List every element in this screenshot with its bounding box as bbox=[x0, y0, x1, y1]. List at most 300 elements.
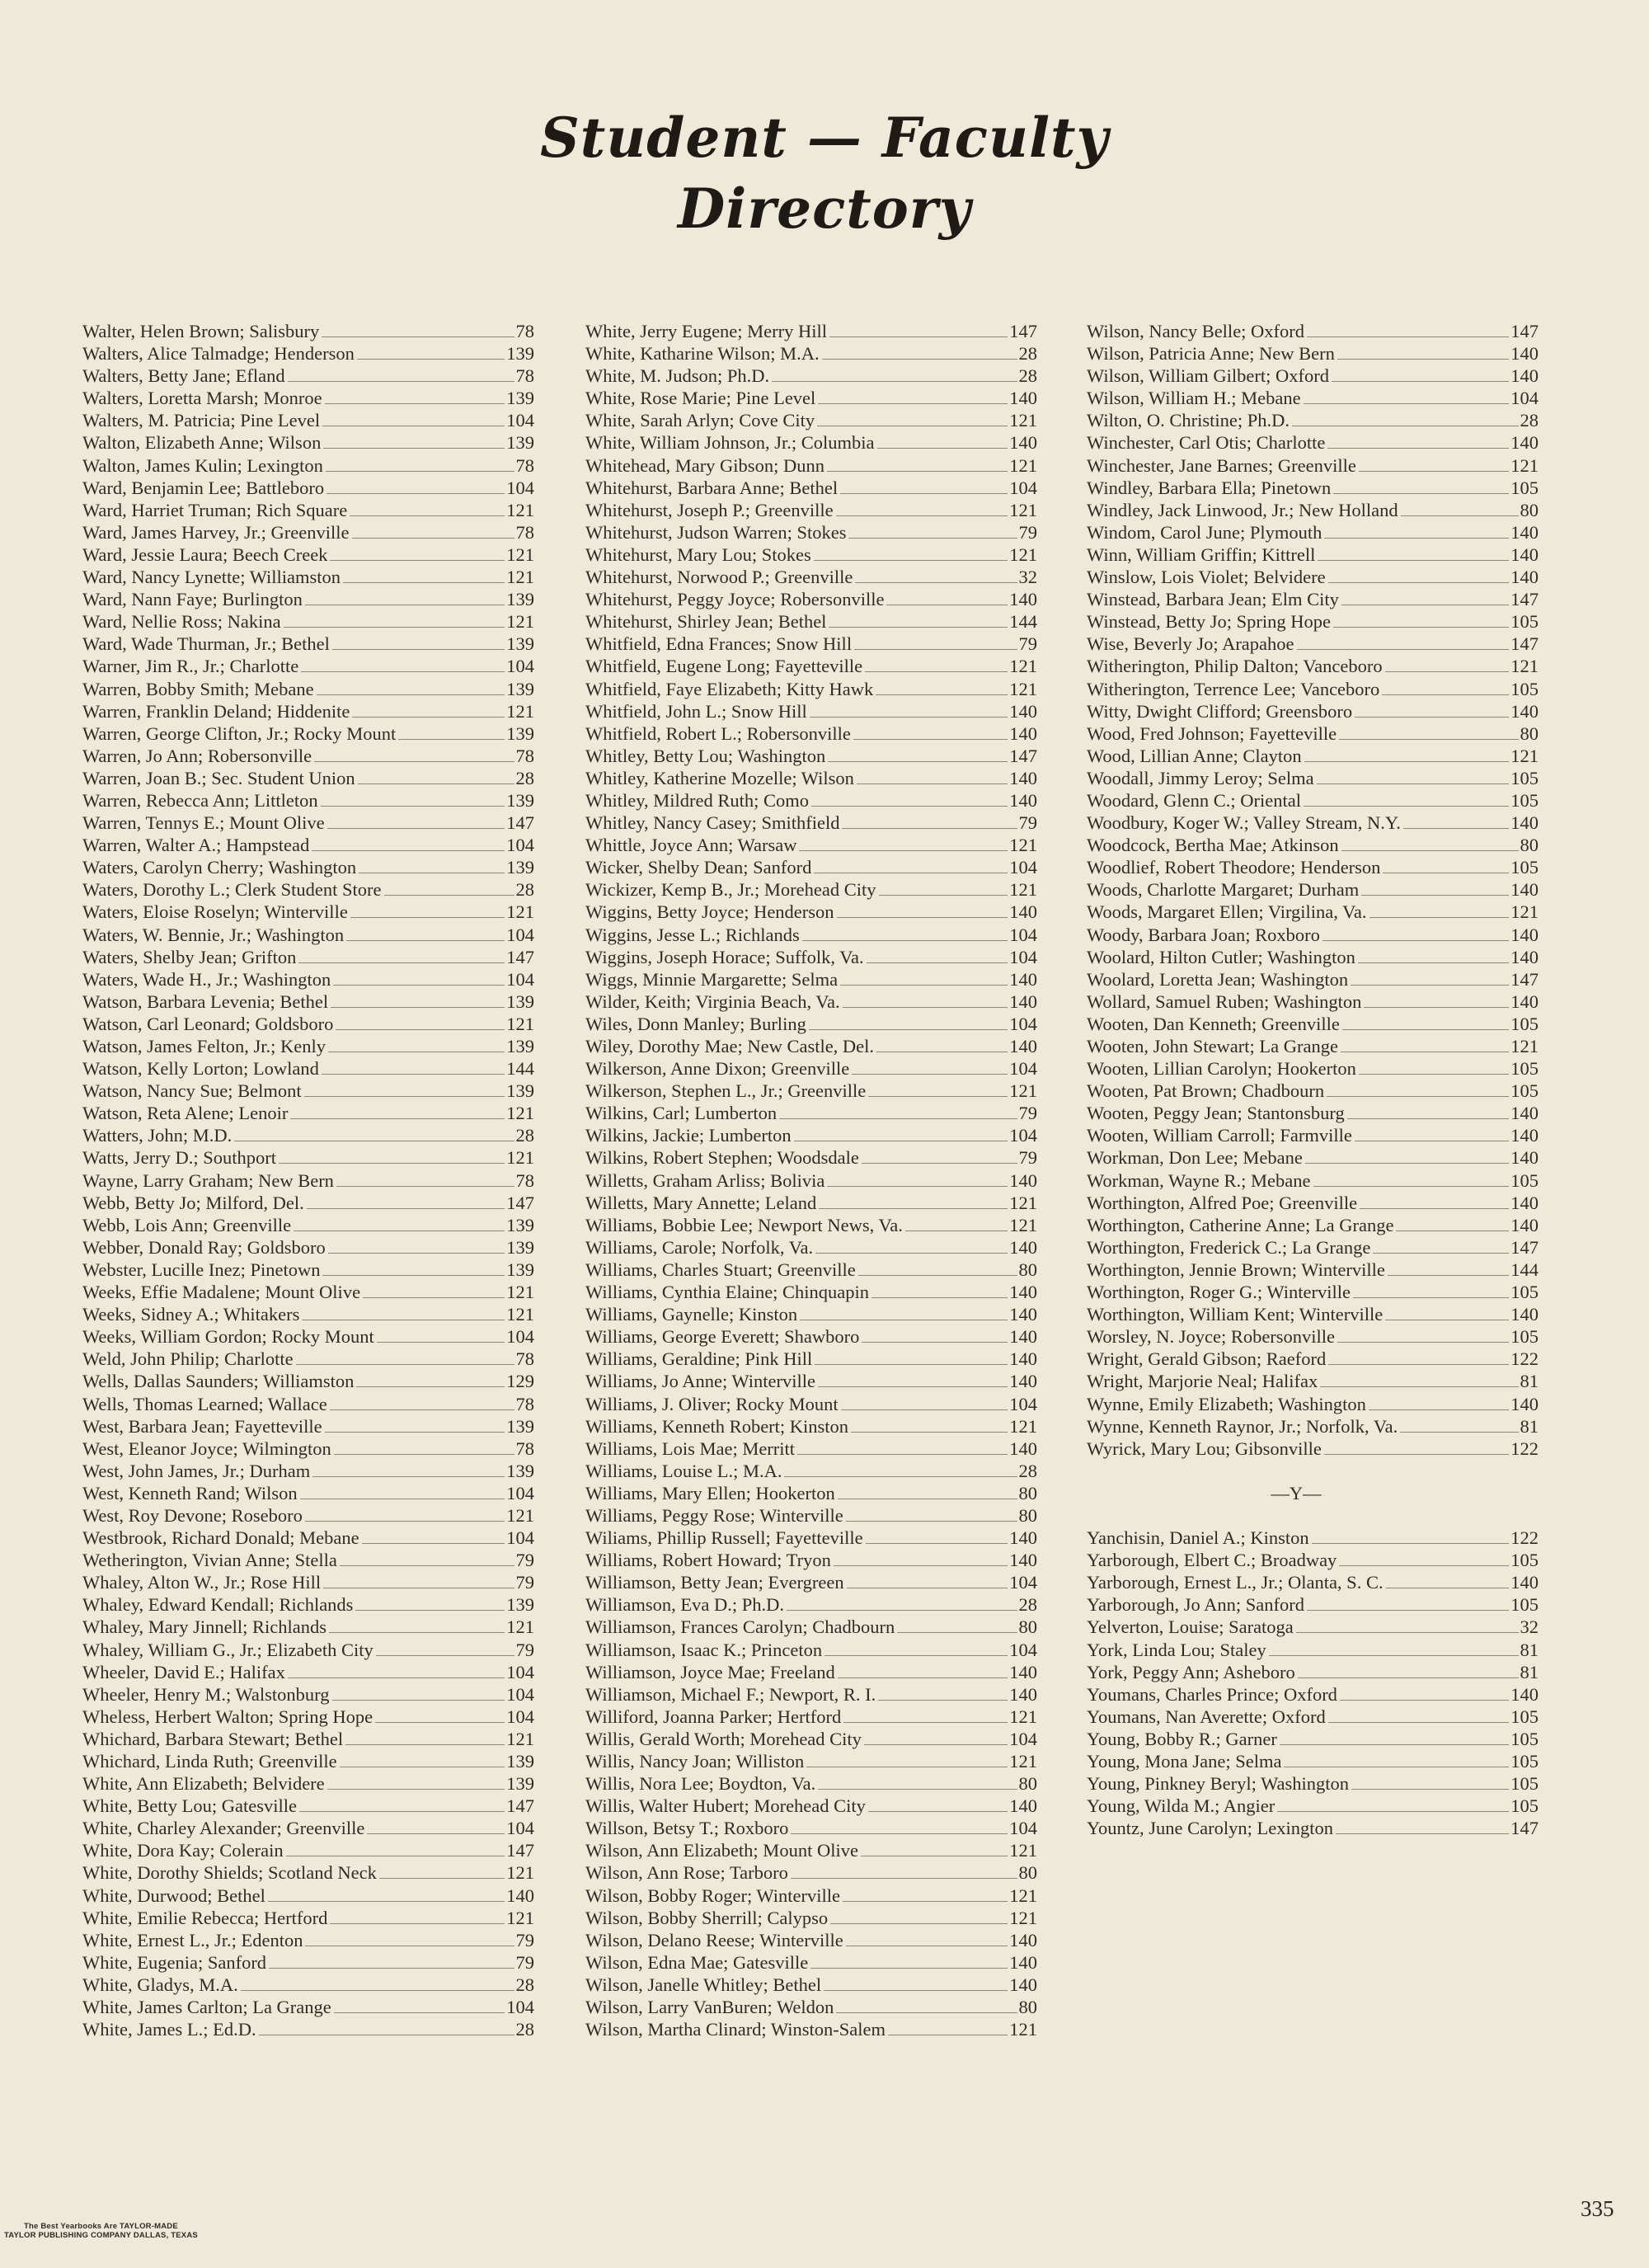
entry-name: Wayne, Larry Graham; New Bern bbox=[82, 1169, 334, 1191]
entry-page-number: 147 bbox=[1009, 321, 1037, 341]
entry-name: Whitley, Mildred Ruth; Como bbox=[585, 789, 810, 811]
entry-name: Whitehurst, Judson Warren; Stokes bbox=[585, 521, 847, 543]
directory-entry bbox=[1087, 588, 1539, 610]
entry-name: Wilson, Janelle Whitley; Bethel bbox=[585, 1974, 822, 1995]
entry-name: Wiggins, Betty Joyce; Henderson bbox=[585, 901, 834, 923]
entry-page-number: 78 bbox=[515, 745, 534, 766]
dot-leader bbox=[288, 381, 514, 382]
directory-entry bbox=[1087, 1639, 1539, 1661]
entry-page-number: 139 bbox=[506, 1236, 534, 1258]
dot-leader bbox=[858, 1275, 1017, 1276]
directory-entry bbox=[1087, 834, 1539, 856]
directory-entry bbox=[82, 678, 534, 700]
dot-leader bbox=[868, 1096, 1008, 1097]
entry-name: Watts, Jerry D.; Southport bbox=[82, 1147, 277, 1169]
entry-page-number: 140 bbox=[1009, 1795, 1037, 1817]
dot-leader bbox=[1327, 1096, 1509, 1097]
entry-page-number: 121 bbox=[1009, 656, 1037, 677]
entry-name: Wood, Lillian Anne; Clayton bbox=[1087, 745, 1302, 766]
entry-page-number: 79 bbox=[515, 1951, 534, 1973]
entry-name: White, Sarah Arlyn; Cove City bbox=[585, 410, 815, 431]
dot-leader bbox=[1328, 1722, 1509, 1723]
directory-entry bbox=[82, 499, 534, 521]
entry-name: Wilkerson, Stephen L., Jr.; Greenville bbox=[585, 1080, 867, 1102]
entry-page-number: 104 bbox=[506, 410, 534, 431]
directory-entry bbox=[585, 789, 1037, 812]
dot-leader bbox=[284, 627, 505, 628]
directory-entry bbox=[1087, 946, 1539, 968]
dot-leader bbox=[334, 1454, 514, 1455]
entry-name: Williams, George Everett; Shawboro bbox=[585, 1326, 860, 1348]
entry-name: Young, Bobby R.; Garner bbox=[1087, 1728, 1277, 1749]
entry-page-number: 121 bbox=[1009, 879, 1037, 901]
directory-entry bbox=[585, 1974, 1037, 1996]
entry-name: Walters, Betty Jane; Efland bbox=[82, 365, 285, 387]
directory-entry bbox=[585, 1080, 1037, 1102]
entry-page-number: 147 bbox=[1510, 1236, 1539, 1258]
directory-entry bbox=[82, 431, 534, 454]
dot-leader bbox=[879, 895, 1008, 896]
directory-entry bbox=[585, 700, 1037, 722]
dot-leader bbox=[815, 1364, 1008, 1365]
dot-leader bbox=[1353, 1297, 1509, 1298]
entry-name: Walters, Alice Talmadge; Henderson bbox=[82, 343, 355, 365]
directory-entry bbox=[1087, 655, 1539, 677]
entry-name: Waters, Carolyn Cherry; Washington bbox=[82, 857, 357, 878]
entry-page-number: 121 bbox=[1510, 901, 1539, 923]
entry-name: Wright, Marjorie Neal; Halifax bbox=[1087, 1371, 1318, 1392]
entry-name: Winchester, Jane Barnes; Greenville bbox=[1087, 454, 1356, 476]
entry-name: Weeks, Effie Madalene; Mount Olive bbox=[82, 1282, 361, 1303]
dot-leader bbox=[1304, 806, 1509, 807]
entry-page-number: 105 bbox=[1510, 1282, 1539, 1303]
directory-entry bbox=[585, 1616, 1037, 1638]
directory-entry bbox=[82, 320, 534, 342]
directory-entry bbox=[82, 387, 534, 409]
dot-leader bbox=[350, 515, 505, 516]
directory-entry bbox=[82, 521, 534, 543]
dot-leader bbox=[897, 1632, 1017, 1633]
entry-name: Watson, Barbara Levenia; Bethel bbox=[82, 990, 329, 1012]
dot-leader bbox=[1328, 582, 1510, 583]
entry-name: Waters, Shelby Jean; Grifton bbox=[82, 946, 297, 967]
entry-name: Warren, Bobby Smith; Mebane bbox=[82, 678, 314, 699]
directory-entry bbox=[82, 543, 534, 566]
directory-entry bbox=[585, 1861, 1037, 1884]
directory-entry bbox=[585, 1460, 1037, 1482]
entry-page-number: 105 bbox=[1510, 1058, 1539, 1080]
entry-name: Wells, Thomas Learned; Wallace bbox=[82, 1393, 327, 1414]
directory-entry bbox=[585, 1839, 1037, 1861]
directory-entry bbox=[82, 1259, 534, 1281]
dot-leader bbox=[877, 448, 1008, 449]
directory-entry bbox=[1087, 365, 1539, 387]
directory-entry bbox=[82, 1370, 534, 1392]
directory-entry bbox=[82, 1393, 534, 1415]
dot-leader bbox=[1307, 336, 1509, 337]
dot-leader bbox=[829, 336, 1008, 337]
directory-entry bbox=[1087, 1706, 1539, 1728]
entry-name: Woods, Charlotte Margaret; Durham bbox=[1087, 879, 1360, 901]
entry-name: Wheeler, Henry M.; Walstonburg bbox=[82, 1683, 330, 1705]
directory-entry bbox=[585, 1214, 1037, 1236]
entry-page-number: 140 bbox=[1009, 432, 1037, 454]
dot-leader bbox=[322, 1275, 505, 1276]
directory-entry bbox=[82, 1281, 534, 1303]
entry-page-number: 104 bbox=[506, 1482, 534, 1503]
dot-leader bbox=[1298, 1677, 1519, 1678]
footer-line-2: TAYLOR PUBLISHING COMPANY DALLAS, TEXAS bbox=[4, 2231, 198, 2240]
directory-entry bbox=[82, 767, 534, 789]
directory-entry bbox=[1087, 1527, 1539, 1549]
entry-page-number: 80 bbox=[1018, 1504, 1037, 1526]
dot-leader bbox=[862, 1163, 1017, 1164]
entry-page-number: 140 bbox=[1009, 1437, 1037, 1459]
entry-name: White, Betty Lou; Gatesville bbox=[82, 1795, 297, 1817]
entry-page-number: 79 bbox=[1018, 633, 1037, 655]
entry-name: Williamson, Eva D.; Ph.D. bbox=[585, 1594, 784, 1616]
entry-page-number: 140 bbox=[1510, 1192, 1539, 1213]
entry-page-number: 121 bbox=[1510, 1036, 1539, 1056]
directory-entry bbox=[1087, 1661, 1539, 1683]
entry-page-number: 121 bbox=[506, 700, 534, 722]
entry-page-number: 104 bbox=[506, 656, 534, 677]
entry-page-number: 80 bbox=[1018, 1773, 1037, 1795]
directory-entry bbox=[1087, 320, 1539, 342]
dot-leader bbox=[810, 717, 1008, 718]
entry-name: Yarborough, Jo Ann; Sanford bbox=[1087, 1594, 1304, 1616]
directory-entry bbox=[1087, 1415, 1539, 1437]
entry-page-number: 105 bbox=[1510, 477, 1539, 498]
directory-entry bbox=[82, 1951, 534, 1974]
dot-leader bbox=[784, 1476, 1017, 1477]
dot-leader bbox=[241, 1990, 514, 1991]
dot-leader bbox=[279, 1163, 505, 1164]
directory-entry bbox=[1087, 1303, 1539, 1325]
entry-page-number: 122 bbox=[1510, 1437, 1539, 1459]
dot-leader bbox=[1312, 1543, 1510, 1544]
directory-entry bbox=[585, 924, 1037, 946]
entry-page-number: 140 bbox=[1009, 1236, 1037, 1258]
directory-entry bbox=[82, 1124, 534, 1146]
directory-entry bbox=[1087, 968, 1539, 990]
directory-entry bbox=[82, 1795, 534, 1817]
entry-page-number: 140 bbox=[1009, 388, 1037, 409]
entry-page-number: 78 bbox=[515, 1437, 534, 1459]
entry-name: Warner, Jim R., Jr.; Charlotte bbox=[82, 656, 299, 677]
entry-name: West, John James, Jr.; Durham bbox=[82, 1460, 311, 1481]
entry-page-number: 105 bbox=[1510, 1594, 1539, 1616]
directory-entry bbox=[82, 722, 534, 745]
entry-page-number: 147 bbox=[1510, 1818, 1539, 1839]
entry-page-number: 140 bbox=[1009, 1326, 1037, 1348]
entry-name: Walters, M. Patricia; Pine Level bbox=[82, 410, 321, 431]
dot-leader bbox=[1382, 694, 1509, 695]
entry-page-number: 140 bbox=[1009, 990, 1037, 1012]
entry-name: York, Peggy Ann; Asheboro bbox=[1087, 1661, 1295, 1682]
directory-entry bbox=[82, 409, 534, 431]
entry-page-number: 121 bbox=[1009, 1192, 1037, 1213]
entry-page-number: 139 bbox=[506, 990, 534, 1012]
directory-entry bbox=[585, 1482, 1037, 1504]
entry-page-number: 104 bbox=[1009, 1639, 1037, 1660]
entry-name: Warren, Franklin Deland; Hiddenite bbox=[82, 700, 350, 722]
entry-page-number: 140 bbox=[1510, 1147, 1539, 1169]
entry-page-number: 28 bbox=[515, 879, 534, 901]
entry-name: Yanchisin, Daniel A.; Kinston bbox=[1087, 1527, 1309, 1549]
entry-name: Warren, Joan B.; Sec. Student Union bbox=[82, 767, 355, 788]
entry-name: Witherington, Terrence Lee; Vanceboro bbox=[1087, 678, 1380, 699]
directory-entry bbox=[585, 1281, 1037, 1303]
entry-page-number: 147 bbox=[506, 1192, 534, 1213]
directory-entry bbox=[82, 1035, 534, 1057]
dot-leader bbox=[330, 560, 505, 561]
dot-leader bbox=[1305, 1163, 1509, 1164]
entry-page-number: 139 bbox=[506, 1460, 534, 1481]
dot-leader bbox=[312, 850, 505, 851]
dot-leader bbox=[1359, 471, 1509, 472]
entry-page-number: 140 bbox=[1009, 1951, 1037, 1973]
dot-leader bbox=[345, 1744, 505, 1745]
directory-entry bbox=[1087, 1169, 1539, 1192]
entry-name: White, Dora Kay; Colerain bbox=[82, 1840, 284, 1861]
entry-name: Wiliams, Phillip Russell; Fayetteville bbox=[585, 1527, 863, 1549]
directory-entry bbox=[585, 1192, 1037, 1214]
dot-leader bbox=[1364, 1007, 1509, 1008]
entry-name: Williams, Charles Stuart; Greenville bbox=[585, 1259, 856, 1280]
entry-name: Williams, J. Oliver; Rocky Mount bbox=[585, 1393, 839, 1414]
dot-leader bbox=[333, 985, 505, 986]
entry-name: Whitfield, Robert L.; Robersonville bbox=[585, 722, 851, 744]
directory-entry bbox=[82, 1772, 534, 1795]
dot-leader bbox=[340, 1565, 514, 1566]
entry-name: Wicker, Shelby Dean; Sanford bbox=[585, 857, 812, 878]
dot-leader bbox=[379, 1878, 505, 1879]
directory-entry bbox=[1087, 924, 1539, 946]
entry-page-number: 121 bbox=[506, 901, 534, 923]
directory-entry bbox=[585, 521, 1037, 543]
directory-entry bbox=[585, 342, 1037, 365]
entry-name: Worthington, Roger G.; Winterville bbox=[1087, 1282, 1351, 1303]
entry-name: White, M. Judson; Ph.D. bbox=[585, 365, 770, 387]
directory-entry bbox=[1087, 1616, 1539, 1638]
dot-leader bbox=[851, 1432, 1008, 1433]
entry-page-number: 140 bbox=[1009, 1683, 1037, 1705]
entry-page-number: 121 bbox=[506, 1013, 534, 1034]
directory-entry bbox=[1087, 789, 1539, 812]
directory-entry bbox=[82, 1571, 534, 1593]
entry-name: Willis, Nora Lee; Boydton, Va. bbox=[585, 1773, 816, 1795]
directory-entry bbox=[1087, 454, 1539, 477]
dot-leader bbox=[288, 1677, 505, 1678]
dot-leader bbox=[843, 1007, 1008, 1008]
entry-page-number: 140 bbox=[1009, 1282, 1037, 1303]
directory-entry bbox=[82, 789, 534, 812]
dot-leader bbox=[1318, 560, 1509, 561]
entry-name: White, Ernest L., Jr.; Edenton bbox=[82, 1929, 303, 1950]
entry-page-number: 105 bbox=[1510, 767, 1539, 788]
entry-page-number: 80 bbox=[1520, 722, 1539, 744]
entry-name: Williams, Robert Howard; Tryon bbox=[585, 1550, 831, 1571]
entry-page-number: 140 bbox=[1009, 1527, 1037, 1549]
entry-page-number: 104 bbox=[506, 1683, 534, 1705]
dot-leader bbox=[818, 1386, 1008, 1387]
directory-entry bbox=[585, 767, 1037, 789]
dot-leader bbox=[802, 940, 1008, 941]
dot-leader bbox=[852, 1074, 1008, 1075]
entry-page-number: 105 bbox=[1510, 1080, 1539, 1102]
entry-page-number: 81 bbox=[1520, 1371, 1539, 1392]
entry-page-number: 139 bbox=[506, 633, 534, 655]
entry-name: Willis, Walter Hubert; Morehead City bbox=[585, 1795, 866, 1817]
dot-leader bbox=[876, 694, 1008, 695]
entry-name: Whitehurst, Mary Lou; Stokes bbox=[585, 543, 811, 565]
dot-leader bbox=[843, 1901, 1008, 1902]
directory-entry bbox=[585, 1817, 1037, 1839]
entry-name: Whitley, Nancy Casey; Smithfield bbox=[585, 812, 840, 834]
directory-entry bbox=[82, 1661, 534, 1683]
directory-entry bbox=[1087, 990, 1539, 1013]
entry-name: Wilson, Bobby Sherrill; Calypso bbox=[585, 1907, 829, 1928]
dot-leader bbox=[828, 761, 1008, 762]
entry-name: Wooten, William Carroll; Farmville bbox=[1087, 1125, 1352, 1146]
entry-page-number: 78 bbox=[515, 1348, 534, 1370]
entry-name: Westbrook, Richard Donald; Mebane bbox=[82, 1527, 359, 1549]
directory-entry bbox=[82, 745, 534, 767]
dot-leader bbox=[346, 940, 505, 941]
directory-entry bbox=[82, 1504, 534, 1527]
directory-entry bbox=[82, 1102, 534, 1124]
entry-page-number: 81 bbox=[1520, 1661, 1539, 1682]
entry-name: Willson, Betsy T.; Roxboro bbox=[585, 1818, 789, 1839]
dot-leader bbox=[814, 560, 1008, 561]
page-number: 335 bbox=[1581, 2196, 1614, 2221]
directory-entry bbox=[585, 320, 1037, 342]
entry-page-number: 139 bbox=[506, 1214, 534, 1235]
dot-leader bbox=[1351, 1789, 1509, 1790]
entry-name: Wyrick, Mary Lou; Gibsonville bbox=[1087, 1437, 1322, 1459]
entry-name: Wilkins, Jackie; Lumberton bbox=[585, 1125, 792, 1146]
directory-entry bbox=[1087, 543, 1539, 566]
dot-leader bbox=[799, 850, 1008, 851]
dot-leader bbox=[1347, 1118, 1510, 1119]
entry-name: Wilson, William H.; Mebane bbox=[1087, 388, 1301, 409]
dot-leader bbox=[1277, 1811, 1509, 1812]
directory-entry bbox=[1087, 1281, 1539, 1303]
entry-name: Williams, Lois Mae; Merritt bbox=[585, 1437, 796, 1459]
directory-entry bbox=[1087, 409, 1539, 431]
entry-name: Wilson, Ann Rose; Tarboro bbox=[585, 1862, 788, 1884]
directory-entry bbox=[82, 1080, 534, 1102]
entry-page-number: 79 bbox=[515, 1929, 534, 1950]
entry-name: Windom, Carol June; Plymouth bbox=[1087, 521, 1322, 543]
entry-name: Williams, Cynthia Elaine; Chinquapin bbox=[585, 1282, 870, 1303]
directory-entry bbox=[585, 409, 1037, 431]
entry-name: Ward, Nann Faye; Burlington bbox=[82, 589, 303, 610]
directory-entry bbox=[585, 633, 1037, 655]
directory-column-3 bbox=[1087, 320, 1539, 1839]
entry-page-number: 121 bbox=[1510, 454, 1539, 476]
entry-page-number: 32 bbox=[1018, 567, 1037, 588]
entry-name: White, Durwood; Bethel bbox=[82, 1885, 265, 1906]
entry-page-number: 121 bbox=[506, 1862, 534, 1884]
dot-leader bbox=[818, 1789, 1017, 1790]
entry-name: Wilson, Martha Clinard; Winston-Salem bbox=[585, 2019, 886, 2040]
entry-page-number: 121 bbox=[506, 1504, 534, 1526]
directory-entry bbox=[1087, 1571, 1539, 1593]
dot-leader bbox=[327, 493, 505, 494]
entry-page-number: 28 bbox=[1018, 365, 1037, 387]
entry-name: Ward, Harriet Truman; Rich Square bbox=[82, 499, 348, 520]
entry-page-number: 139 bbox=[506, 589, 534, 610]
directory-entry bbox=[585, 1885, 1037, 1907]
directory-entry bbox=[585, 387, 1037, 409]
dot-leader bbox=[317, 694, 505, 695]
entry-page-number: 140 bbox=[1009, 1661, 1037, 1682]
entry-page-number: 78 bbox=[515, 321, 534, 341]
entry-name: Wood, Fred Johnson; Fayetteville bbox=[1087, 722, 1337, 744]
entry-page-number: 122 bbox=[1510, 1348, 1539, 1370]
directory-entry bbox=[1087, 1236, 1539, 1259]
entry-name: Wilkerson, Anne Dixon; Greenville bbox=[585, 1058, 850, 1080]
entry-page-number: 140 bbox=[1510, 946, 1539, 967]
entry-page-number: 140 bbox=[1009, 1974, 1037, 1995]
entry-name: Wilkins, Carl; Lumberton bbox=[585, 1103, 778, 1124]
entry-page-number: 121 bbox=[506, 611, 534, 633]
dot-leader bbox=[840, 493, 1008, 494]
entry-page-number: 105 bbox=[1510, 1326, 1539, 1348]
entry-name: Whittle, Joyce Ann; Warsaw bbox=[585, 835, 797, 856]
directory-entry bbox=[82, 1057, 534, 1080]
directory-entry bbox=[585, 365, 1037, 387]
entry-name: Williams, Gaynelle; Kinston bbox=[585, 1304, 798, 1325]
dot-leader bbox=[1340, 1700, 1509, 1701]
directory-entry bbox=[82, 1527, 534, 1549]
dot-leader bbox=[312, 1476, 505, 1477]
directory-entry bbox=[82, 1750, 534, 1772]
entry-page-number: 139 bbox=[506, 388, 534, 409]
entry-name: Warren, Tennys E.; Mount Olive bbox=[82, 812, 325, 834]
entry-page-number: 140 bbox=[1510, 1214, 1539, 1235]
dot-leader bbox=[1355, 717, 1509, 718]
entry-page-number: 104 bbox=[1009, 1728, 1037, 1749]
dot-leader bbox=[1342, 1029, 1509, 1030]
directory-entry bbox=[1087, 1057, 1539, 1080]
entry-page-number: 81 bbox=[1520, 1415, 1539, 1437]
dot-leader bbox=[356, 1386, 505, 1387]
directory-entry bbox=[82, 1839, 534, 1861]
directory-entry bbox=[585, 588, 1037, 610]
entry-page-number: 121 bbox=[506, 499, 534, 520]
entry-name: Whitfield, John L.; Snow Hill bbox=[585, 700, 807, 722]
dot-leader bbox=[809, 1029, 1008, 1030]
directory-entry bbox=[1087, 1214, 1539, 1236]
directory-entry bbox=[82, 1460, 534, 1482]
directory-entry bbox=[1087, 856, 1539, 878]
entry-name: Williams, Kenneth Robert; Kinston bbox=[585, 1415, 849, 1437]
entry-page-number: 121 bbox=[1009, 1214, 1037, 1235]
dot-leader bbox=[772, 381, 1017, 382]
entry-page-number: 104 bbox=[1009, 1058, 1037, 1080]
entry-name: White, William Johnson, Jr.; Columbia bbox=[585, 432, 875, 454]
directory-entry bbox=[585, 431, 1037, 454]
entry-name: Witty, Dwight Clifford; Greensboro bbox=[1087, 700, 1353, 722]
directory-column-1 bbox=[82, 320, 534, 2040]
entry-page-number: 140 bbox=[1009, 1929, 1037, 1950]
directory-entry bbox=[585, 1325, 1037, 1348]
entry-name: Wynne, Emily Elizabeth; Washington bbox=[1087, 1393, 1366, 1414]
dot-leader bbox=[332, 649, 505, 650]
